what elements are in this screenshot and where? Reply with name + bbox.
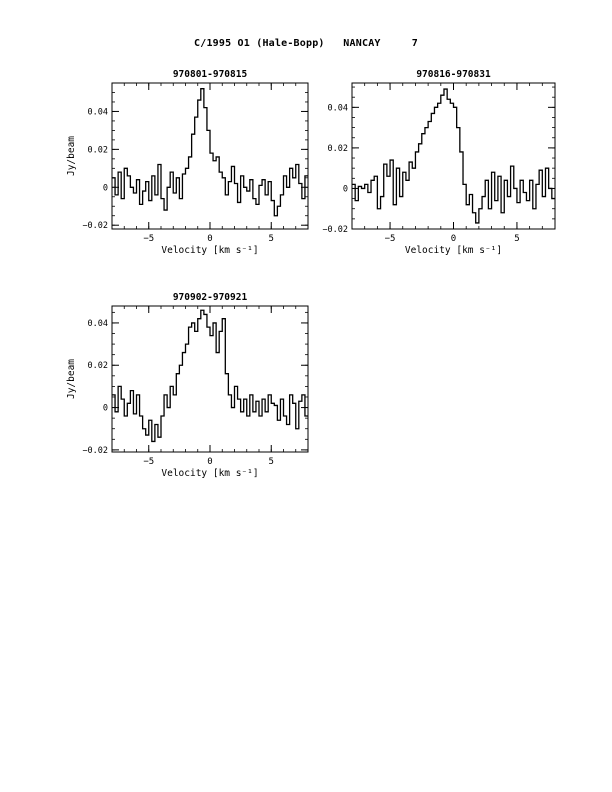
x-axis-label: Velocity [km s⁻¹] [404, 245, 503, 256]
spectrum-line [112, 310, 308, 441]
y-axis-label: Jy/beam [66, 135, 77, 177]
y-tick-label: 0 [102, 403, 108, 414]
x-tick-label: −5 [143, 234, 155, 244]
y-tick-label: 0.04 [87, 107, 108, 118]
y-tick-label: 0.02 [327, 143, 348, 154]
y-tick-label: 0 [342, 184, 348, 195]
y-tick-label: −0.02 [82, 445, 108, 456]
x-tick-label: 5 [514, 234, 520, 244]
spectrum-panel-970801-970815 [60, 62, 320, 272]
y-axis-label: Jy/beam [66, 358, 77, 400]
spectrum-line [112, 89, 308, 216]
panel-title: 970801-970815 [172, 69, 248, 80]
x-tick-label: 0 [207, 234, 213, 244]
page-title: C/1995 O1 (Hale-Bopp) NANCAY 7 [194, 38, 418, 49]
y-tick-label: 0.02 [87, 361, 108, 372]
x-tick-label: 5 [268, 234, 274, 244]
y-tick-label: 0.04 [87, 318, 108, 329]
x-axis-label: Velocity [km s⁻¹] [161, 468, 259, 479]
plot-frame [112, 83, 308, 229]
spectrum-line [352, 89, 555, 223]
y-tick-label: 0.02 [87, 145, 108, 156]
spectrum-panel-970902-970921 [60, 285, 320, 495]
x-axis-label: Velocity [km s⁻¹] [161, 245, 259, 256]
x-tick-label: 0 [207, 457, 213, 467]
y-tick-label: 0 [102, 183, 108, 194]
x-tick-label: 5 [268, 457, 274, 467]
x-tick-label: −5 [143, 457, 155, 467]
panel-title: 970902-970921 [172, 292, 248, 303]
spectrum-panel-970816-970831 [300, 62, 570, 272]
y-tick-label: 0.04 [327, 103, 348, 114]
y-tick-label: −0.02 [322, 225, 348, 235]
y-tick-label: −0.02 [82, 221, 108, 232]
x-tick-label: −5 [384, 234, 396, 244]
x-tick-label: 0 [450, 234, 457, 244]
panel-title: 970816-970831 [416, 69, 491, 80]
